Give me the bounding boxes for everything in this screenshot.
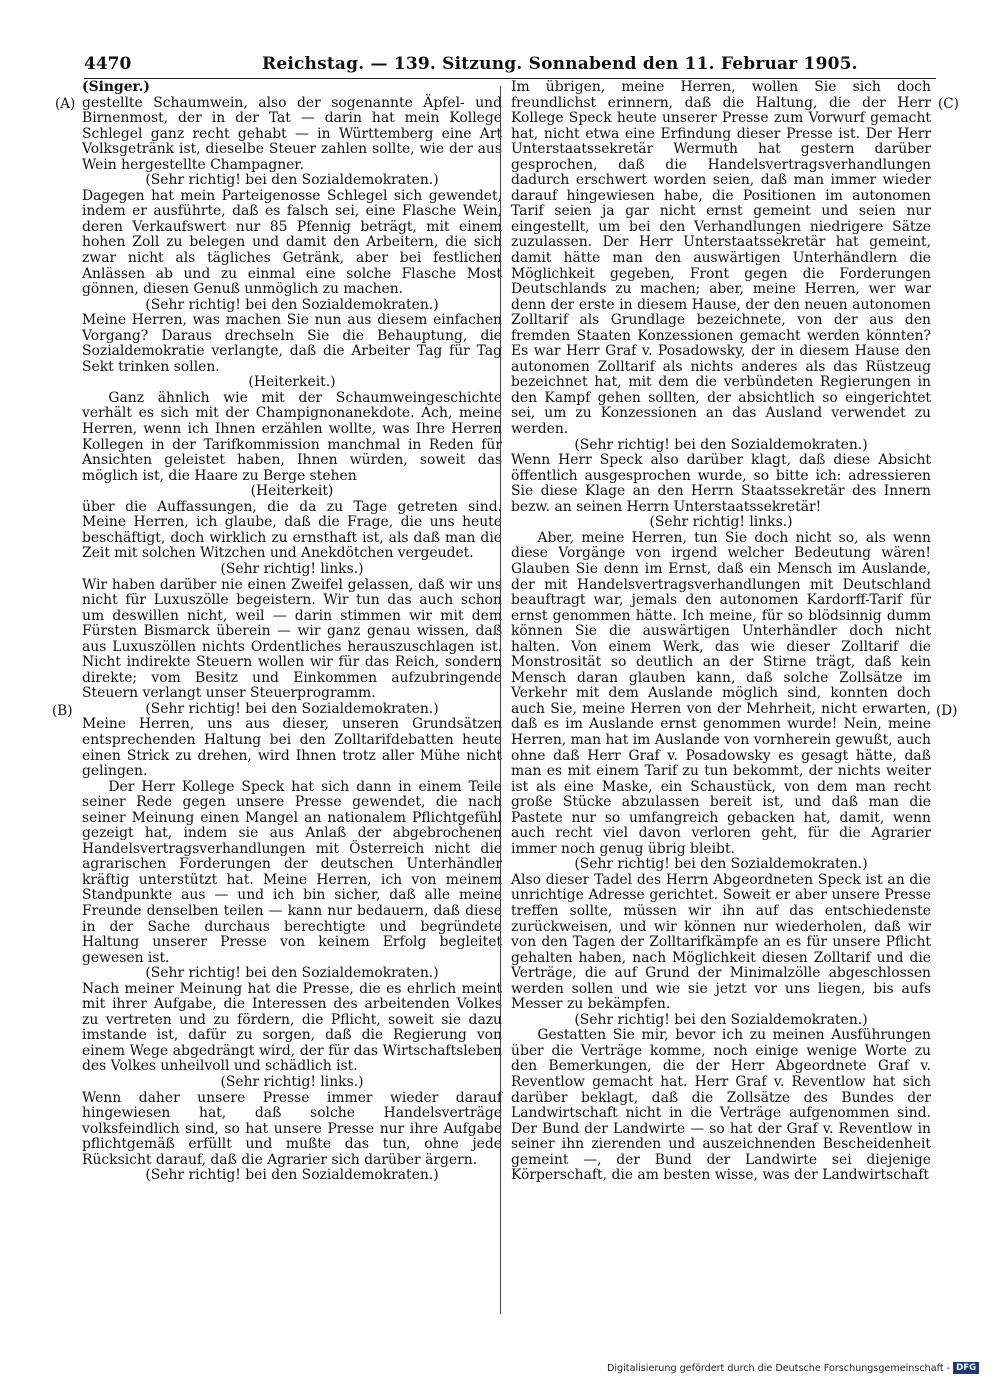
paragraph: Wenn daher unsere Presse immer wieder darauf hingewiesen hat, daß solche Handelsverträge volksfeindlich sind, so hat unsere Presse nur ihre Aufgabe pflichtgemäß erfüllt und mußte das tun, ohne jede Rücksicht darauf, daß die Agrarier sich darüber ärgern. <box>82 1089 502 1168</box>
paragraph: Meine Herren, was machen Sie nun aus diesem einfachen Vorgang? Daraus drechseln Sie die Behauptung, die Sozialdemokratie verlangte, daß die Arbeiter Tag für Tag Sekt trinken sollen. <box>82 312 502 375</box>
margin-marker-c: (C) <box>938 96 959 112</box>
interjection: (Sehr richtig! bei den Sozialdemokraten.) <box>574 436 868 453</box>
right-column-body <box>511 80 931 1184</box>
footer-credit: Digitalisierung gefördert durch die Deutsche Forschungsgemeinschaft - <box>607 1363 951 1374</box>
paragraph: Im übrigen, meine Herren, wollen Sie sich doch freundlichst erinnern, daß die Haltung, die der Herr Kollege Speck heute unserer Presse zum Vorwurf gemacht hat, nicht etwa eine Erfindung dieser Presse ist. Der Herr Unterstaatssekretär Wermuth hat gestern darüber gesprochen, daß die Handelsvertragsverhandlungen dadurch erschwert worden seien, daß man immer wieder darauf hingewiesen habe, die Positionen im autonomen Tarif seien ja gar nicht ernst gemeint und seien nur eingestellt, um bei den Verhandlungen niedrigere Sätze zuzulassen. Der Herr Unterstaatssekretär hat gemeint, damit hätte man den auswärtigen Unterhändlern die Möglichkeit gegeben, Front gegen die Forderungen Deutschlands zu machen; aber, meine Herren, wer war denn der erste in diesem Hause, der den neuen autonomen Zolltarif als Grundlage bezeichnete, von der aus den fremden Staaten Konzessionen gemacht werden könnten? Es war Herr Graf v. Posadowsky, der in diesem Hause den autonomen Zolltarif als nichts anderes als das Rüstzeug bezeichnet hat, mit dem die verbündeten Regierungen in den Kampf gehen sollten, der absichtlich so eingerichtet sei, um zu Konzessionen an das Ausland verwendet zu werden. <box>511 79 931 438</box>
margin-marker-a: (A) <box>55 96 76 112</box>
interjection: (Sehr richtig! bei den Sozialdemokraten.) <box>574 856 868 873</box>
paragraph: Meine Herren, uns aus dieser, unseren Grundsätzen entsprechenden Haltung bei den Zolltarifdebatten heute einen Strick zu drehen, wird Ihnen trotz aller Mühe nicht gelingen. <box>82 716 502 780</box>
interjection: (Sehr richtig! bei den Sozialdemokraten.) <box>145 965 439 982</box>
interjection: (Sehr richtig! links.) <box>220 1074 364 1090</box>
page-number: 4470 <box>84 54 132 74</box>
page-header <box>84 54 936 79</box>
left-column <box>82 80 502 1184</box>
interjection: (Sehr richtig! links.) <box>649 514 793 531</box>
left-column-body <box>82 96 502 1184</box>
page-footer <box>607 1362 979 1374</box>
interjection: (Heiterkeit.) <box>248 374 336 391</box>
paragraph: Der Herr Kollege Speck hat sich dann in einem Teile seiner Rede gegen unsere Presse gewendet, die nach seiner Meinung einen Mangel an nationalem Pflichtgefühl gezeigt hat, indem sie aus Anlaß der abgebrochenen Handelsvertragsverhandlungen mit Österreich nicht die agrarischen Forderungen der deutschen Unterhändler kräftig unterstützt hat. Meine Herren, ich von meinem Standpunkte aus — und ich bin sicher, daß alle meine Freunde denselben teilen — kann nur bedauern, daß diese in der Sache durchaus berechtigte und begründete Haltung unserer Presse von keinem Erfolg begleitet gewesen ist. <box>82 778 502 966</box>
dfg-logo: DFG <box>953 1362 979 1374</box>
paragraph: Wenn Herr Speck also darüber klagt, daß diese Absicht öffentlich ausgesprochen wurde, so bitte ich: adressieren Sie diese Klage an den Herrn Staatssekretär des Innern bezw. an seinen Herrn Unterstaatssekretär! <box>511 452 931 515</box>
paragraph: gestellte Schaumwein, also der sogenannte Äpfel- und Birnenmost, der in der Tat — darin hat mein Kollege Schlegel ganz recht gehabt — in Württemberg eine Art Volksgetränk ist, dieselbe Steuer zahlen sollte, wie der aus Wein hergestellte Champagner. <box>82 94 502 173</box>
right-column <box>511 80 931 1184</box>
margin-marker-b: (B) <box>52 703 73 719</box>
paragraph: über die Auffassungen, die da zu Tage getreten sind. Meine Herren, ich glaube, daß die Frage, die uns heute beschäftigt, doch wirklich zu ernsthaft ist, als daß man die Zeit mit solchen Witzchen und Anekdötchen vergeudet. <box>82 498 502 562</box>
paragraph: Also dieser Tadel des Herrn Abgeordneten Speck ist an die unrichtige Adresse gerichtet. Soweit er aber unsere Presse treffen sollte, müssen wir ihn auf das entschiedenste zurückweisen, und wir können nur wiederholen, daß wir von den Tagen der Zolltarifkämpfe an es für unsere Pflicht gehalten haben, nach Möglichkeit diesen Zolltarif und die Verträge, die auf Grund der Minimalzölle abgeschlossen werden sollen und wie sie jetzt vor uns liegen, bis aufs Messer zu bekämpfen. <box>511 871 931 1013</box>
running-title: Reichstag. — 139. Sitzung. Sonnabend den 11. Februar 1905. <box>262 54 858 74</box>
paragraph: Ganz ähnlich wie mit der Schaumweingeschichte verhält es sich mit der Champignonanekdote. Ach, meine Herren, wenn ich Ihnen erzählen wollte, was Ihre Herren Kollegen in der Tarifkommission manchmal in Reden für Ansichten geleistet haben, Ihnen würden, soweit das möglich ist, die Haare zu Berge stehen <box>82 389 502 484</box>
margin-marker-d: (D) <box>936 703 958 719</box>
paragraph: Gestatten Sie mir, bevor ich zu meinen Ausführungen über die Verträge komme, noch einige wenige Worte zu den Bemerkungen, die der Herr Abgeordnete Graf v. Reventlow gemacht hat. Herr Graf v. Reventlow hat sich darüber beklagt, daß die Zollsätze des Bundes der Landwirtschaft nicht in die Verträge aufgenommen sind. Der Bund der Landwirte — so hat der Graf v. Reventlow in seiner ihn zierenden und auszeichnenden Bescheidenheit gemeint —, der Bund der Landwirte sei diejenige Körperschaft, die am besten wisse, was der Landwirtschaft <box>511 1027 931 1184</box>
paragraph: Aber, meine Herren, tun Sie doch nicht so, als wenn diese Vorgänge von irgend welcher Bedeutung wären! Glauben Sie denn im Ernst, daß ein Mensch im Auslande, der mit Handelsvertragsverhandlungen mit Deutschland beauftragt war, jemals den autonomen Kardorff-Tarif für ernst genommen hätte. Ich meine, für so blödsinnig dumm können Sie die auswärtigen Unterhändler doch nicht halten. Von einem Werk, das wie dieser Zolltarif die Monstrosität so deutlich an der Stirne trägt, daß kein Mensch daran glauben kann, daß solche Zollsätze im Verkehr mit dem Auslande möglich sind, konnten doch auch Sie, meine Herren von der Mehrheit, nicht erwarten, daß es im Auslande ernst genommen wurde! Nein, meine Herren, man hat im Auslande von vornherein gewußt, auch ohne daß Herr Graf v. Posadowsky es gesagt hätte, daß man es mit einem Tarif zu tun bekommt, der nichts weiter ist als eine Maske, ein Schaustück, von dem man recht große Stücke abzulassen bereit ist, und daß man die Pastete nur so umfangreich gebacken hat, damit, wenn auch recht viel davon verloren geht, für die Agrarier immer noch genug übrig bleibt. <box>511 529 931 857</box>
paragraph: Wir haben darüber nie einen Zweifel gelassen, daß wir uns nicht für Luxuszölle begeistern. Wir tun das auch schon um deswillen nicht, weil — darin stimmen wir mit dem Fürsten Bismarck überein — wir ganz genau wissen, daß aus Luxuszöllen nichts Ordentliches herauszuschlagen ist. Nicht indirekte Steuern wollen wir für das Reich, sondern direkte; vom Besitz und Einkommen aufzubringende Steuern verlangt unser Steuerprogramm. <box>82 576 502 702</box>
interjection: (Sehr richtig! bei den Sozialdemokraten.) <box>574 1011 868 1028</box>
interjection: (Sehr richtig! bei den Sozialdemokraten.) <box>145 296 439 313</box>
interjection: (Sehr richtig! bei den Sozialdemokraten.) <box>145 1167 439 1184</box>
paragraph: Dagegen hat mein Parteigenosse Schlegel sich gewendet, indem er ausführte, daß es falsch sei, eine Flasche Wein, deren Verkaufswert nur 85 Pfennig beträgt, mit einem hohen Zoll zu belegen und damit den Arbeitern, die sich zwar nicht als tägliches Getränk, aber bei festlichen Anlässen ab und zu einmal eine solche Flasche Most gönnen, diesen Genuß unmöglich zu machen. <box>82 187 502 298</box>
interjection: (Sehr richtig! bei den Sozialdemokraten.) <box>145 700 439 717</box>
speaker-label: (Singer.) <box>82 79 150 95</box>
interjection: (Sehr richtig! links.) <box>220 560 364 577</box>
interjection: (Heiterkeit) <box>250 483 334 500</box>
interjection: (Sehr richtig! bei den Sozialdemokraten.) <box>145 172 439 189</box>
column-divider <box>500 86 501 1314</box>
paragraph: Nach meiner Meinung hat die Presse, die es ehrlich meint mit ihrer Aufgabe, die Interessen des arbeitenden Volkes zu vertreten und zu fördern, die Pflicht, soweit sie dazu imstande ist, dafür zu sorgen, daß die Regierung von einem Wege abgedrängt wird, der für das Wirtschaftsleben des Volkes unheilvoll und schädlich ist. <box>82 980 502 1075</box>
